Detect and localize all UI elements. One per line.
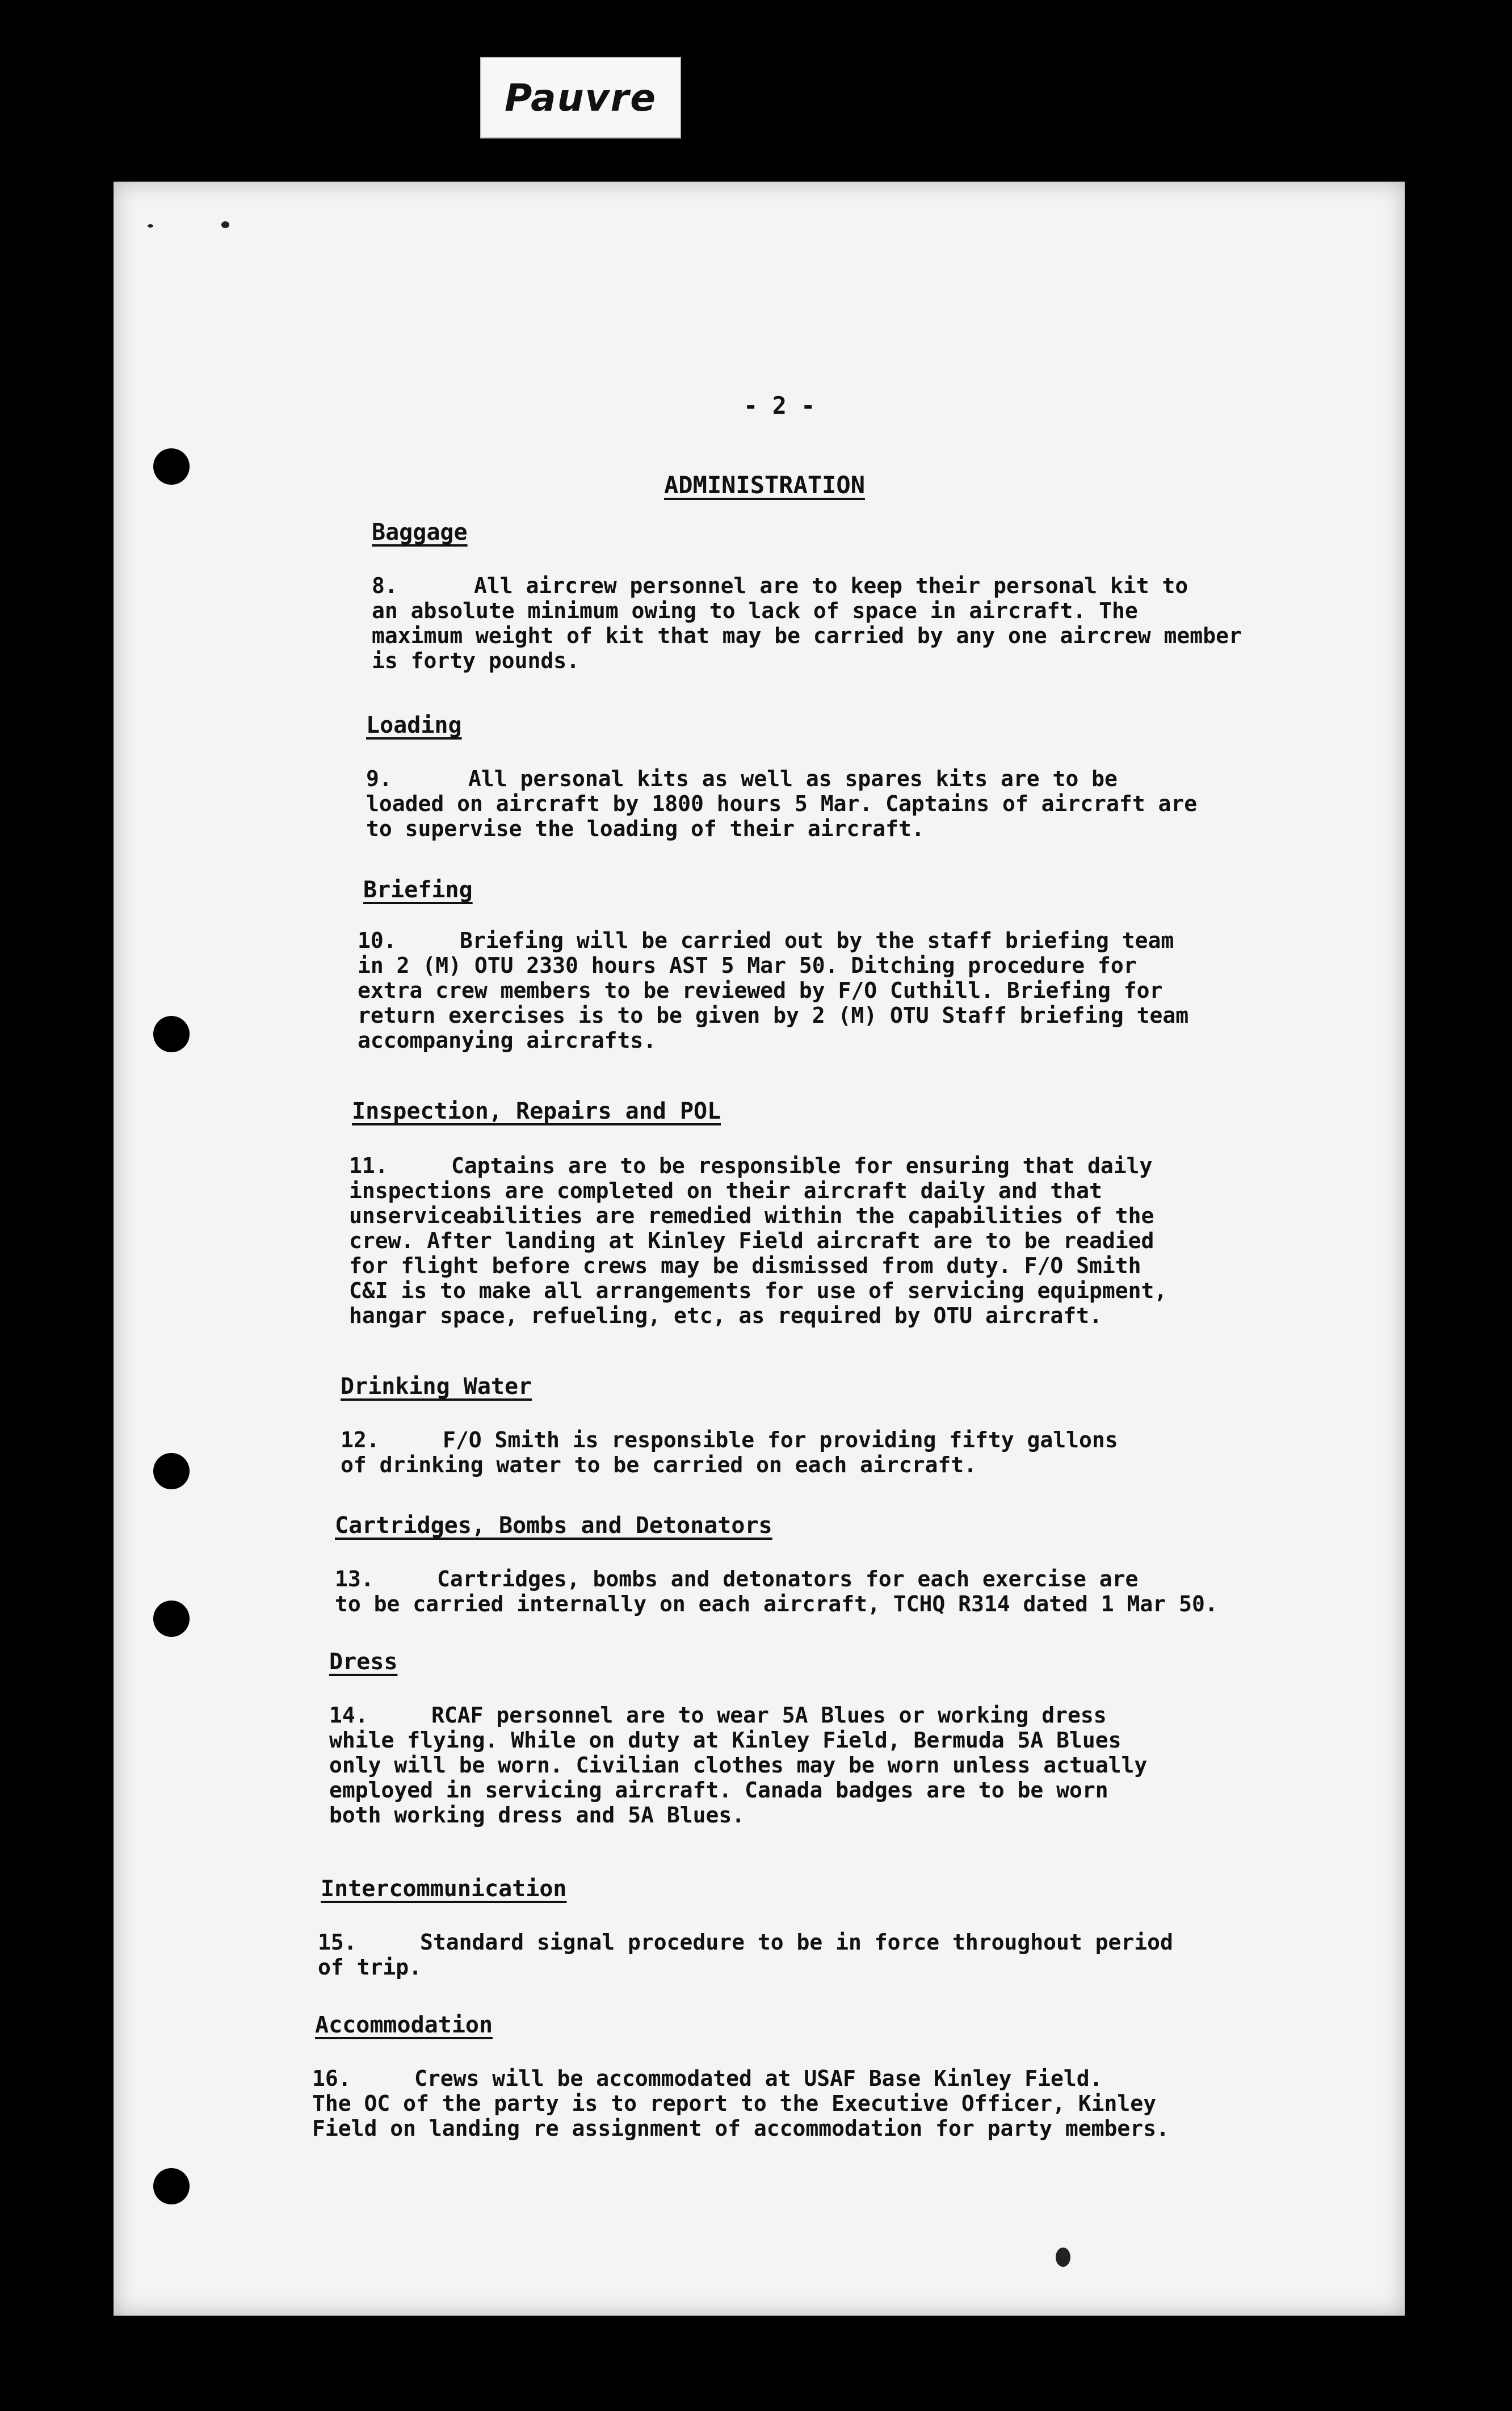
paragraph-line: only will be worn. Civilian clothes may be worn unless actually xyxy=(329,1753,1148,1778)
section-heading-intercommunication: Intercommunication xyxy=(321,1876,567,1902)
paragraph-line: of drinking water to be carried on each aircraft. xyxy=(341,1452,977,1477)
paragraph-line: return exercises is to be given by 2 (M) OTU Staff briefing team xyxy=(358,1003,1189,1028)
section-heading-loading: Loading xyxy=(366,712,462,738)
paragraph-line: for flight before crews may be dismissed from duty. F/O Smith xyxy=(349,1253,1141,1278)
paragraph-line: 15. Standard signal procedure to be in force throughout period xyxy=(318,1930,1173,1955)
paragraph-9 xyxy=(366,766,1197,841)
paragraph-line: both working dress and 5A Blues. xyxy=(329,1803,745,1828)
paragraph-line: an absolute minimum owing to lack of space in aircraft. The xyxy=(372,598,1138,623)
paragraph-number: 9. xyxy=(366,766,392,791)
section-heading-accommodation: Accommodation xyxy=(315,2012,493,2038)
folder-tab xyxy=(480,57,681,138)
document-page xyxy=(114,182,1405,2316)
paragraph-line: while flying. While on duty at Kinley Field, Bermuda 5A Blues xyxy=(329,1728,1122,1753)
paragraph-line: to supervise the loading of their aircraft. xyxy=(366,816,925,841)
punch-hole xyxy=(153,1453,190,1489)
paragraph-line: 9. All personal kits as well as spares kits are to be xyxy=(366,766,1118,791)
paragraph-line: 16. Crews will be accommodated at USAF Base Kinley Field. xyxy=(312,2066,1103,2091)
punch-hole xyxy=(153,1016,190,1052)
paragraph-number: 10. xyxy=(358,928,397,953)
paper-speck xyxy=(148,224,153,228)
paragraph-line: 14. RCAF personnel are to wear 5A Blues or working dress xyxy=(329,1703,1107,1728)
paragraph-number: 13. xyxy=(335,1566,374,1591)
paragraph-line: Field on landing re assignment of accommodation for party members. xyxy=(312,2116,1169,2141)
paragraph-number: 8. xyxy=(372,573,398,598)
paper-speck xyxy=(221,221,229,228)
paragraph-line: 8. All aircrew personnel are to keep their personal kit to xyxy=(372,573,1188,598)
punch-hole xyxy=(153,2168,190,2204)
document-title: ADMINISTRATION xyxy=(664,471,866,499)
paragraph-line: employed in servicing aircraft. Canada badges are to be worn xyxy=(329,1778,1108,1803)
paragraph-number: 11. xyxy=(349,1153,388,1178)
page-number: - 2 - xyxy=(744,392,816,419)
paragraph-line: unserviceabilities are remedied within the capabilities of the xyxy=(349,1203,1154,1228)
paragraph-line: 10. Briefing will be carried out by the staff briefing team xyxy=(358,928,1174,953)
paragraph-number: 16. xyxy=(312,2066,351,2091)
paragraph-line: The OC of the party is to report to the Executive Officer, Kinley xyxy=(312,2091,1157,2116)
paragraph-line: loaded on aircraft by 1800 hours 5 Mar. Captains of aircraft are xyxy=(366,791,1198,816)
paragraph-line: accompanying aircrafts. xyxy=(358,1028,657,1053)
paragraph-line: in 2 (M) OTU 2330 hours AST 5 Mar 50. Ditching procedure for xyxy=(358,953,1137,978)
paragraph-14 xyxy=(329,1703,1147,1828)
paragraph-10 xyxy=(358,928,1188,1053)
section-heading-dress: Dress xyxy=(329,1649,398,1675)
paragraph-12 xyxy=(341,1427,1118,1477)
paragraph-line: maximum weight of kit that may be carried by any one aircrew member xyxy=(372,623,1242,648)
section-heading-briefing: Briefing xyxy=(363,877,473,903)
section-heading-cartridges: Cartridges, Bombs and Detonators xyxy=(335,1513,772,1539)
paragraph-15 xyxy=(318,1930,1173,1980)
punch-hole xyxy=(153,448,190,485)
section-heading-inspection: Inspection, Repairs and POL xyxy=(352,1098,721,1124)
paper-speck xyxy=(1056,2248,1070,2267)
folder-tab-label: Pauvre xyxy=(504,75,657,120)
paragraph-number: 15. xyxy=(318,1930,357,1955)
section-heading-drinking-water: Drinking Water xyxy=(341,1373,532,1400)
paragraph-line: hangar space, refueling, etc, as required by OTU aircraft. xyxy=(349,1303,1102,1328)
paragraph-line: 11. Captains are to be responsible for ensuring that daily xyxy=(349,1153,1153,1178)
paragraph-number: 14. xyxy=(329,1703,368,1728)
paragraph-line: is forty pounds. xyxy=(372,648,580,673)
section-heading-baggage: Baggage xyxy=(372,519,468,545)
paragraph-16 xyxy=(312,2066,1169,2141)
paragraph-line: to be carried internally on each aircraft, TCHQ R314 dated 1 Mar 50. xyxy=(335,1591,1218,1616)
paragraph-line: C&I is to make all arrangements for use of servicing equipment, xyxy=(349,1278,1167,1303)
paragraph-line: 12. F/O Smith is responsible for providing fifty gallons xyxy=(341,1427,1118,1452)
paragraph-line: of trip. xyxy=(318,1955,422,1980)
paragraph-number: 12. xyxy=(341,1427,380,1452)
paragraph-8 xyxy=(372,573,1242,673)
paragraph-line: inspections are completed on their aircraft daily and that xyxy=(349,1178,1102,1203)
paragraph-13 xyxy=(335,1566,1218,1616)
paragraph-line: 13. Cartridges, bombs and detonators for each exercise are xyxy=(335,1566,1139,1591)
paragraph-line: extra crew members to be reviewed by F/O Cuthill. Briefing for xyxy=(358,978,1163,1003)
paragraph-11 xyxy=(349,1153,1167,1328)
paragraph-line: crew. After landing at Kinley Field aircraft are to be readied xyxy=(349,1228,1154,1253)
punch-hole xyxy=(153,1601,190,1637)
